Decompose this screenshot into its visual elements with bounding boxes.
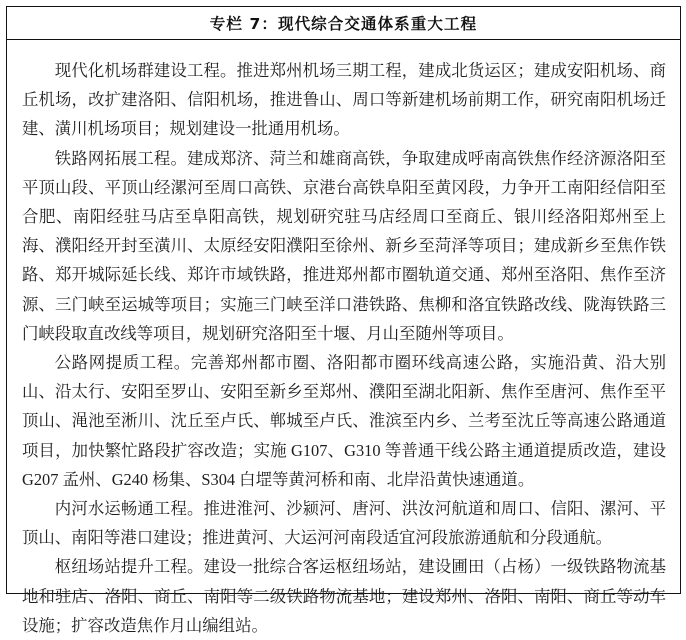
paragraph-hub-station: 枢纽场站提升工程。建设一批综合客运枢纽场站，建设圃田（占杨）一级铁路物流基地和驻店、洛阳、商丘、南阳等二级铁路物流基地；建设郑州、洛阳、南阳、商丘等动车设施；扩容改造焦作月山编组站。 — [22, 557, 666, 635]
callout-box — [6, 6, 681, 635]
paragraph-highway: 公路网提质工程。完善郑州都市圈、洛阳都市圈环线高速公路，实施沿黄、沿大别山、沿太行、安阳至罗山、安阳至新乡至郑州、濮阳至湖北阳新、焦作至唐河、焦作至平顶山、渑池至淅川、沈丘至卢氏、郸城至卢氏、淮滨至内乡、兰考至沈丘等高速公路通道项目，加快繁忙路段扩容改造；实施 G107、G310 等普通干线公路主通道提质改造，建设 G207 孟州、G240 杨集、S304 白堽等黄河桥和南、北岸沿黄快速通道。 — [22, 353, 666, 489]
callout-box-body — [7, 40, 680, 635]
paragraph-railway: 铁路网拓展工程。建成郑济、菏兰和雄商高铁，争取建成呼南高铁焦作经济源洛阳至平顶山段、平顶山经漯河至周口高铁、京港台高铁阜阳至黄冈段，力争开工南阳经信阳至合肥、南阳经驻马店至阜阳高铁，规划研究驻马店经周口至商丘、银川经洛阳郑州至上海、濮阳经开封至潢川、太原经安阳濮阳至徐州、新乡至菏泽等项目；建成新乡至焦作铁路、郑开城际延长线、郑许市域铁路，推进郑州都市圈轨道交通、郑州至洛阳、焦作至济源、三门峡至运城等项目；实施三门峡至洋口港铁路、焦柳和洛宜铁路改线、陇海铁路三门峡段取直改线等项目，规划研究洛阳至十堰、月山至随州等项目。 — [22, 148, 666, 343]
callout-box-header — [7, 7, 680, 40]
paragraph-waterway: 内河水运畅通工程。推进淮河、沙颍河、唐河、洪汝河航道和周口、信阳、漯河、平顶山、南阳等港口建设；推进黄河、大运河河南段适宜河段旅游通航和分段通航。 — [22, 499, 666, 548]
paragraph-airport: 现代化机场群建设工程。推进郑州机场三期工程，建成北货运区；建成安阳机场、商丘机场，改扩建洛阳、信阳机场，推进鲁山、周口等新建机场前期工作，研究南阳机场迁建、潢川机场项目；规划建设一批通用机场。 — [22, 61, 666, 139]
callout-box-title: 专栏 7：现代综合交通体系重大工程 — [209, 15, 478, 33]
